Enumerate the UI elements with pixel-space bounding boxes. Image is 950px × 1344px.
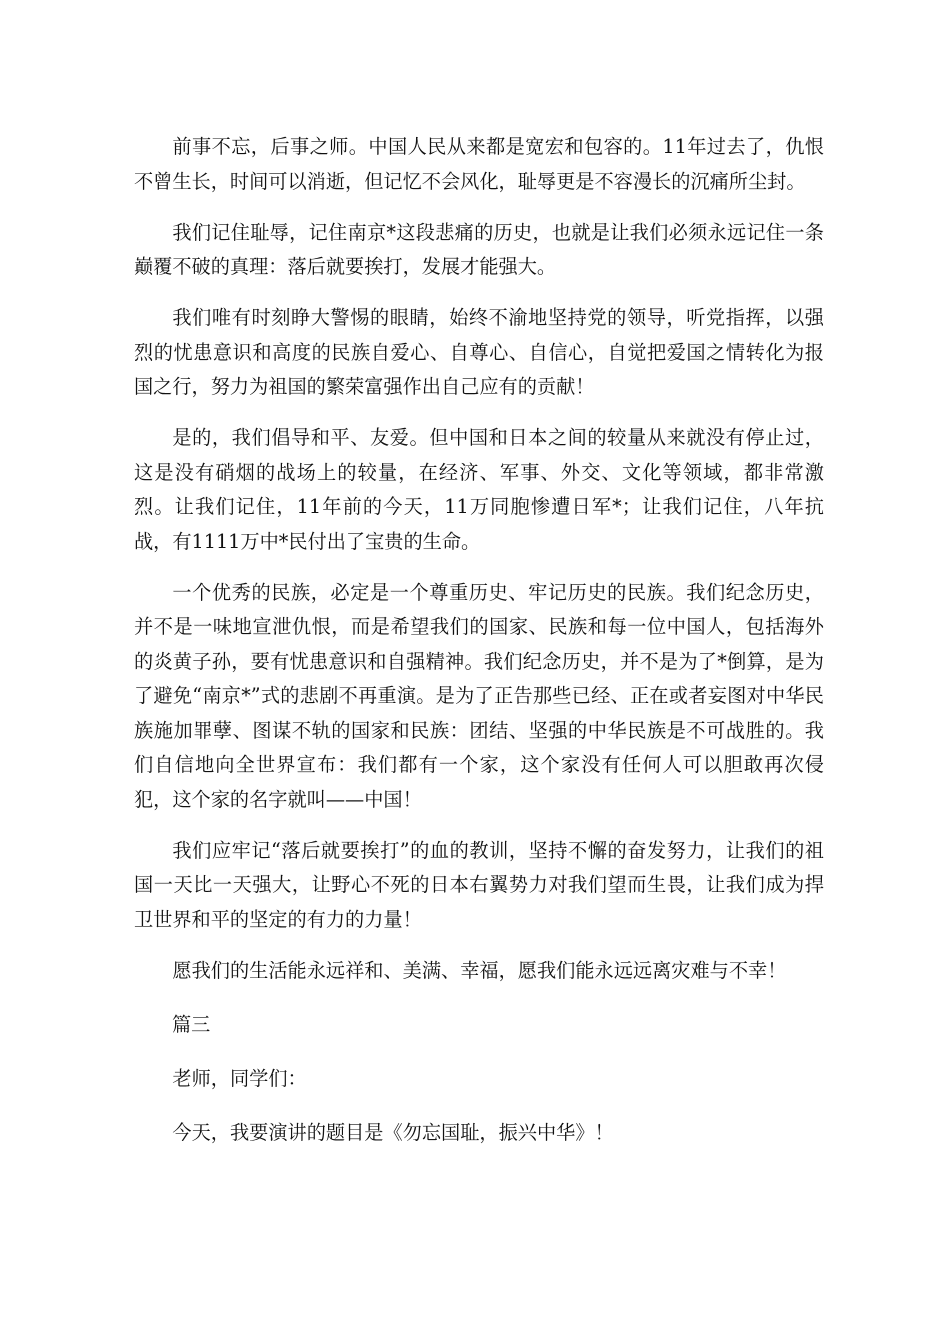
document-body [134,130,824,1150]
greeting-line: 老师，同学们： [172,1066,307,1090]
paragraph-3: 我们唯有时刻睁大警惕的眼睛，始终不渝地坚持党的领导，听党指挥，以强烈的忧患意识和高度的民族自爱心、自尊心、自信心，自觉把爱国之情转化为报国之行，努力为祖国的繁荣富强作出自己应有的贡献！ [134,306,824,398]
speech-intro-line: 今天，我要演讲的题目是《勿忘国耻，振兴中华》！ [172,1120,614,1144]
paragraph-4: 是的，我们倡导和平、友爱。但中国和日本之间的较量从来就没有停止过，这是没有硝烟的战场上的较量，在经济、军事、外交、文化等领域，都非常激烈。让我们记住，11年前的今天，11万同胞惨遭日军*；让我们记住，八年抗战，有1111万中*民付出了宝贵的生命。 [134,426,824,553]
paragraph-6: 我们应牢记“落后就要挨打”的血的教训，坚持不懈的奋发努力，让我们的祖国一天比一天强大，让野心不死的日本右翼势力对我们望而生畏，让我们成为捍卫世界和平的坚定的有力的力量！ [134,838,824,931]
paragraph-5: 一个优秀的民族，必定是一个尊重历史、牢记历史的民族。我们纪念历史，并不是一味地宣泄仇恨，而是希望我们的国家、民族和每一位中国人，包括海外的炎黄子孙，要有忧患意识和自强精神。我们纪念历史，并不是为了*倒算，是为了避免“南京*”式的悲剧不再重演。是为了正告那些已经、正在或者妄图对中华民族施加罪孽、图谋不轨的国家和民族：团结、坚强的中华民族是不可战胜的。我们自信地向全世界宣布：我们都有一个家，这个家没有任何人可以胆敢再次侵犯，这个家的名字就叫——中国！ [134,580,824,811]
paragraph-1: 前事不忘，后事之师。中国人民从来都是宽宏和包容的。11年过去了，仇恨不曾生长，时间可以消逝，但记忆不会风化，耻辱更是不容漫长的沉痛所尘封。 [134,135,824,193]
paragraph-2: 我们记住耻辱，记住南京*这段悲痛的历史，也就是让我们必须永远记住一条巅覆不破的真理：落后就要挨打，发展才能强大。 [134,220,824,278]
section-heading: 篇三 [172,1012,211,1036]
paragraph-7: 愿我们的生活能永远祥和、美满、幸福，愿我们能永远远离灾难与不幸！ [172,958,787,982]
